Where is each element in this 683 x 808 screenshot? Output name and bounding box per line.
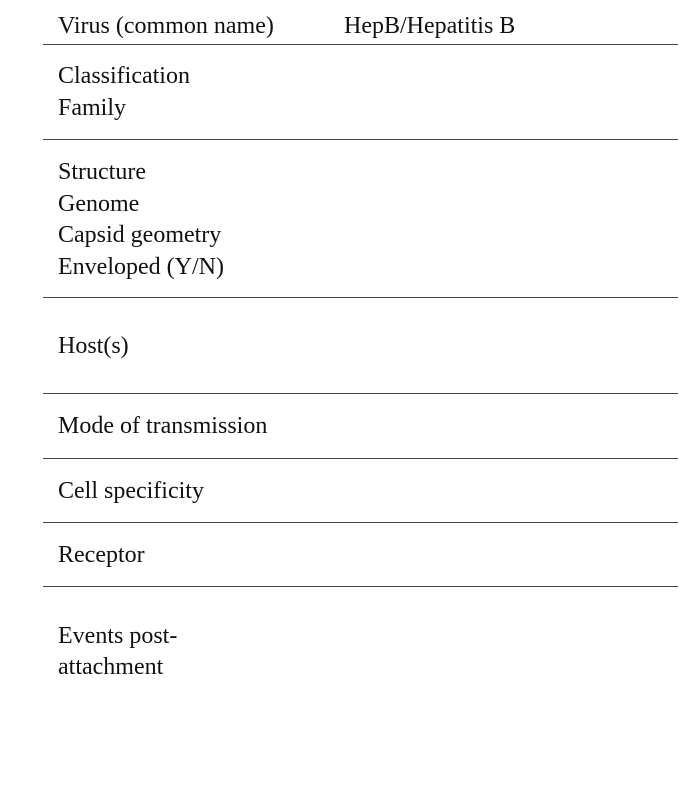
row-label-line: Structure [58, 159, 146, 185]
events-post-attachment-row-label [58, 621, 177, 683]
row-label-line: Classification [58, 63, 190, 89]
row-label-line: Genome [58, 190, 140, 217]
row-divider [43, 297, 678, 298]
row-label-line: Mode of transmission [58, 413, 268, 439]
row-label-line: attachment [58, 654, 164, 680]
hosts-row-label [58, 331, 129, 363]
virus-name-value: HepB/Hepatitis B [344, 13, 516, 39]
row-label-line: Events post- [58, 623, 178, 649]
transmission-row-label [58, 411, 267, 443]
row-divider [43, 393, 678, 394]
header-row [43, 0, 678, 45]
virus-name-label: Virus (common name) [58, 13, 274, 39]
row-divider [43, 458, 678, 459]
structure-row-label [58, 157, 224, 283]
row-divider [43, 139, 678, 140]
row-label-line: Receptor [58, 542, 145, 568]
classification-row-label [58, 61, 190, 124]
cell-specificity-row-label [58, 476, 204, 508]
receptor-row-label [58, 540, 145, 572]
row-divider [43, 522, 678, 523]
row-label-line: Capsid geometry [58, 222, 222, 248]
row-label-line: Host(s) [58, 333, 129, 359]
row-label-line: Cell specificity [58, 478, 204, 504]
row-label-line: Family [58, 94, 127, 121]
row-divider [43, 586, 678, 587]
row-label-line: Enveloped (Y/N) [58, 253, 224, 280]
